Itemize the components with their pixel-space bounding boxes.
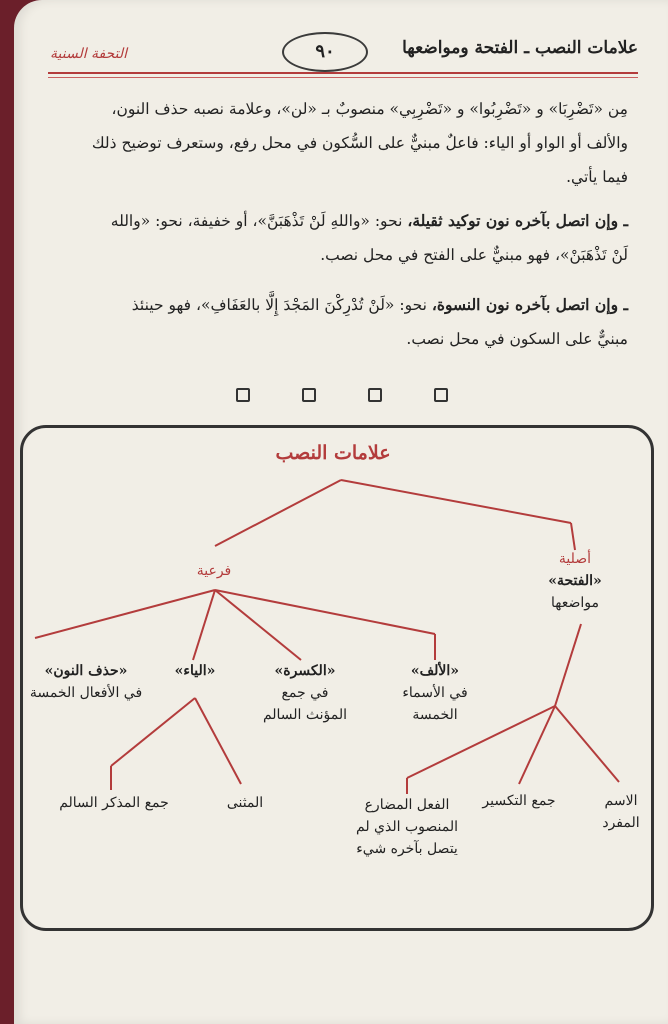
alif-sub2: الخمسة — [412, 707, 458, 723]
text-span: نحو: «واللهِ لَنْ تَذْهَبَنَّ»، أو خفيفة، نحو: «والله — [110, 212, 408, 230]
jam-mudhakkar-node: جمع المذكر السالم — [59, 795, 169, 811]
header-rule — [48, 72, 638, 74]
asliya-title — [525, 570, 625, 592]
connector-fariya-nun — [35, 590, 215, 638]
connector-ya-muthanna — [195, 698, 241, 784]
text-line: فيما يأتي. — [566, 168, 628, 186]
text-span: نحو: «لَنْ تُدْرِكْنَ المَجْدَ إِلَّا بالعَفَافِ»، فهو حينئذ — [131, 296, 432, 314]
chapter-title: علامات النصب ـ الفتحة ومواضعها — [402, 38, 638, 58]
hadhf-nun-title: «حذف النون» — [44, 663, 128, 679]
separator-square — [434, 388, 448, 402]
separator-square — [368, 388, 382, 402]
page-header — [48, 28, 638, 80]
muthanna-node: المثنى — [226, 795, 264, 811]
hadhf-nun-sub1: في الأفعال الخمسة — [29, 685, 143, 701]
connector-fariya-kasra — [215, 590, 301, 660]
alif-sub1: في الأسماء — [402, 685, 468, 701]
mufrad-node: الاسم المفرد — [602, 793, 640, 831]
page-number: ٩٠ — [282, 32, 368, 72]
separator-square — [302, 388, 316, 402]
connector-taksir — [519, 706, 555, 784]
connector-mufrad — [555, 706, 619, 782]
book-page — [14, 0, 668, 1024]
paragraph-1 — [58, 92, 628, 194]
section-separator — [236, 388, 476, 404]
kasra-node — [253, 660, 357, 726]
text-line: مِن «تَضْرِبَا» و «تَضْرِبُوا» و «تَضْرِبِي» منصوبٌ بـ «لن»، وعلامة نصبه حذف النون، — [111, 100, 628, 118]
text-line — [58, 204, 628, 238]
paragraph-2 — [58, 204, 628, 272]
fariya-label: فرعية — [196, 563, 232, 579]
header-rule-thin — [48, 77, 638, 78]
alif-title: «الألف» — [410, 663, 460, 679]
kasra-sub1: في جمع — [281, 685, 329, 701]
bold-lead: ـ وإن اتصل بآخره نون النسوة، — [431, 295, 628, 314]
text-line: مبنيٌّ على السكون في محل نصب. — [406, 330, 628, 348]
fatha-label: «الفتحة» — [548, 573, 602, 589]
ya-node — [157, 660, 233, 682]
ya-title: «الياء» — [174, 663, 216, 679]
alif-node — [383, 660, 487, 726]
connector-asliya-down — [571, 523, 575, 550]
connector-root-fariya — [215, 480, 341, 546]
text-line: لَنْ تَذْهَبَنْ»، فهو مبنيٌّ على الفتح في محل نصب. — [320, 246, 628, 264]
kasra-title: «الكسرة» — [274, 663, 336, 679]
bold-lead: ـ وإن اتصل بآخره نون توكيد ثقيلة، — [407, 211, 628, 230]
connector-fariya-ya — [193, 590, 215, 660]
separator-square — [236, 388, 250, 402]
connector-ya-jam — [111, 698, 195, 766]
kasra-sub2: المؤنث السالم — [262, 707, 348, 723]
asliya-label: أصلية — [558, 551, 592, 567]
connector-root-asliya — [341, 480, 571, 523]
connector-fariya-alif — [215, 590, 435, 634]
nasb-signs-tree-diagram — [20, 425, 654, 931]
text-line: والألف أو الواو أو الياء: فاعلٌ مبنيٌّ على السُّكون في محل رفع، وستعرف توضيح ذلك — [91, 134, 628, 152]
root-node: علامات النصب — [275, 442, 391, 464]
asliya-subtitle: مواضعها — [551, 595, 599, 611]
series-title: التحفة السنية — [50, 46, 128, 62]
connector-asliya-stem — [555, 624, 581, 706]
taksir-node: جمع التكسير — [482, 793, 556, 809]
paragraph-3 — [58, 288, 628, 356]
text-line — [58, 288, 628, 322]
hadhf-nun-node — [27, 660, 145, 704]
mudari-node: الفعل المضارع المنصوب الذي لم يتصل بآخره شيء — [356, 797, 458, 857]
